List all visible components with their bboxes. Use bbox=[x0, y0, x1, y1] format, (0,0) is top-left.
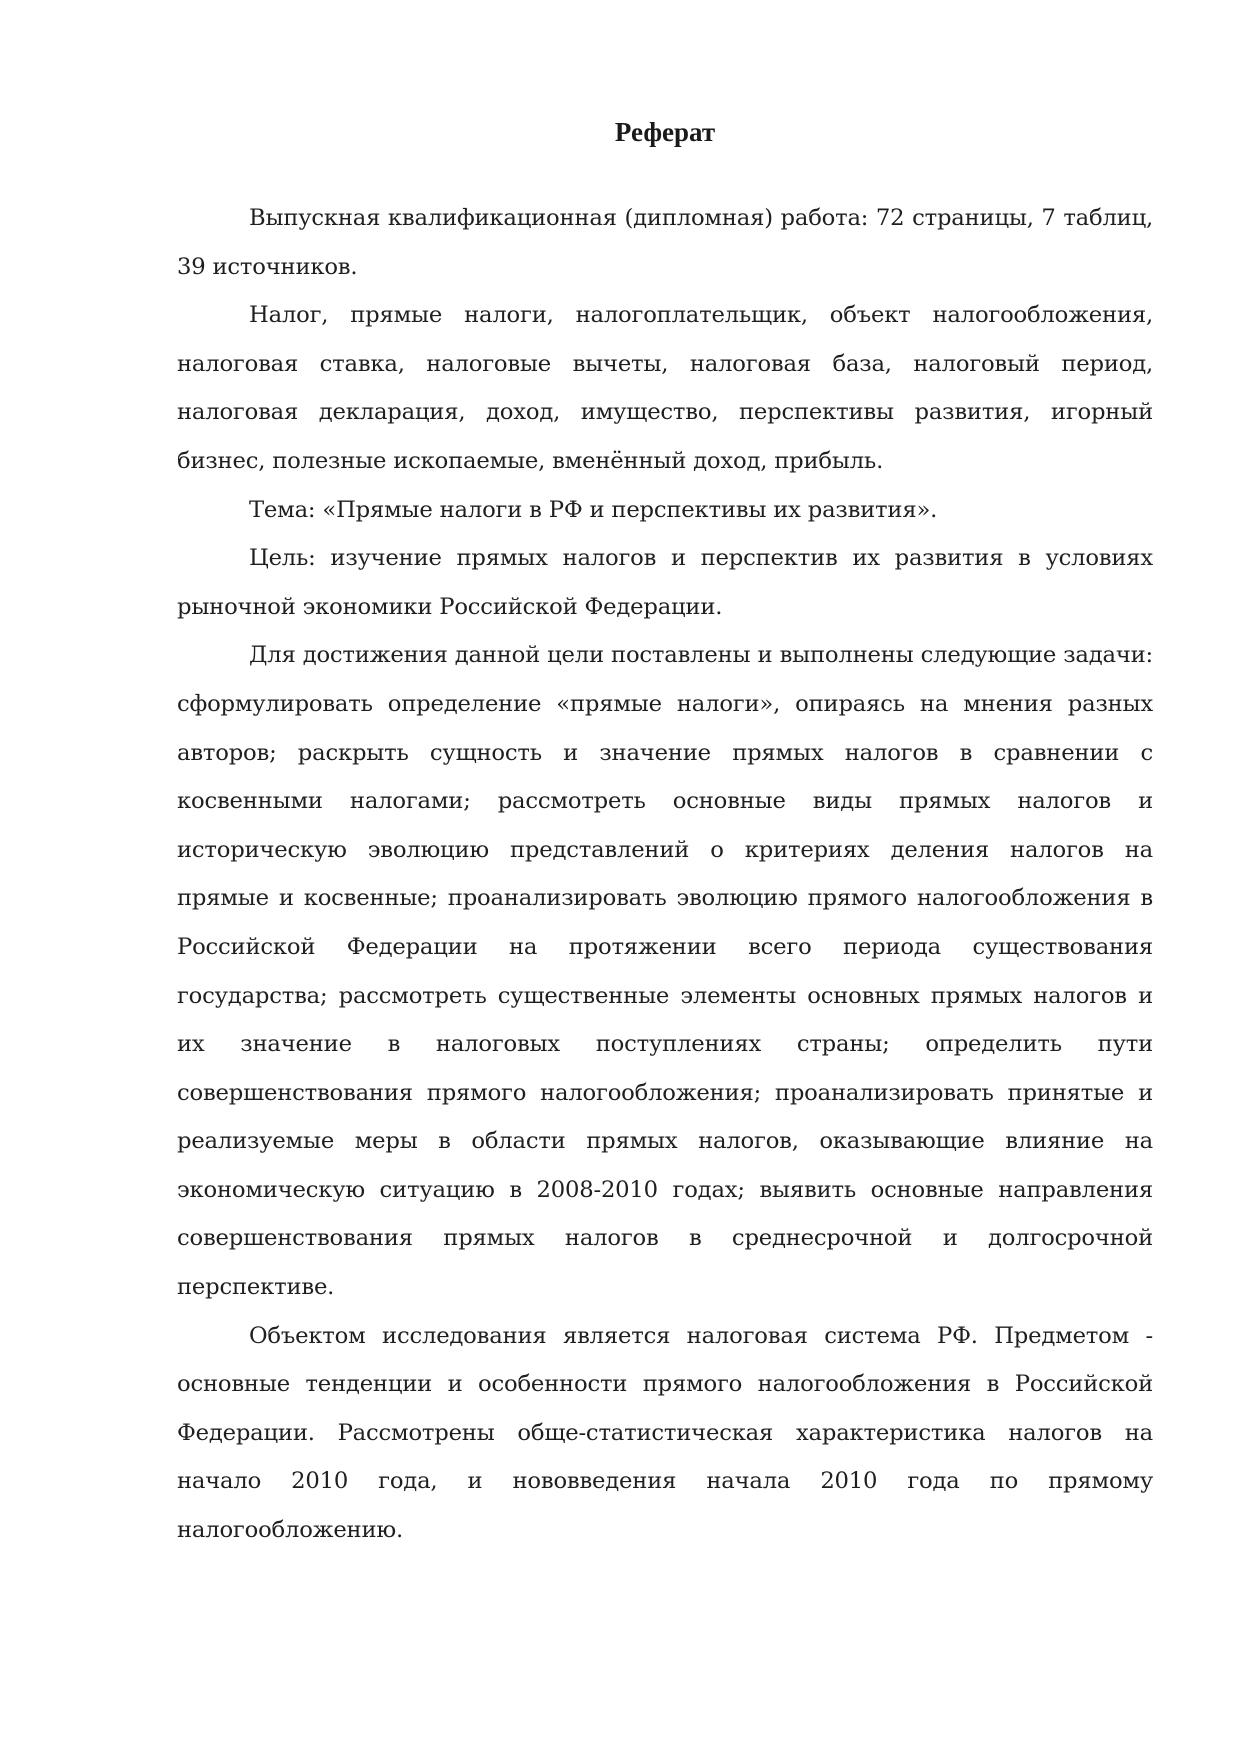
paragraph-object: Объектом исследования является налоговая система РФ. Предметом - основные тенденции и особенности прямого налогообложения в Российской Федерации. Рассмотрены обще-статистическая характеристика налогов на начало 2010 года, и нововведения начала 2010 года по прямому налогообложению. bbox=[177, 1322, 1153, 1544]
paragraph-goal: Цель: изучение прямых налогов и перспектив их развития в условиях рыночной экономики Российской Федерации. bbox=[177, 545, 1153, 620]
document-body bbox=[177, 194, 1153, 1555]
paragraph-topic: Тема: «Прямые налоги в РФ и перспективы их развития». bbox=[249, 496, 938, 523]
document-title: Реферат bbox=[614, 117, 716, 147]
paragraph-tasks: Для достижения данной цели поставлены и выполнены следующие задачи: сформулировать определение «прямые налоги», опираясь на мнения разных авторов; раскрыть сущность и значение прямых налогов в сравнении с косвенными налогами; рассмотреть основные виды прямых налогов и историческую эволюцию представлений о критериях деления налогов на прямые и косвенные; проанализировать эволюцию прямого налогообложения в Российской Федерации на протяжении всего периода существования государства; рассмотреть существенные элементы основных прямых налогов и их значение в налоговых поступлениях страны; определить пути совершенствования прямого налогообложения; проанализировать принятые и реализуемые меры в области прямых налогов, оказывающие влияние на экономическую ситуацию в 2008-2010 годах; выявить основные направления совершенствования прямых налогов в среднесрочной и долгосрочной перспективе. bbox=[177, 642, 1153, 1301]
paragraph-keywords: Налог, прямые налоги, налогоплательщик, объект налогообложения, налоговая ставка, налоговые вычеты, налоговая база, налоговый период, налоговая декларация, доход, имущество, перспективы развития, игорный бизнес, полезные ископаемые, вменённый доход, прибыль. bbox=[177, 302, 1153, 474]
paragraph-thesis-info: Выпускная квалификационная (дипломная) работа: 72 страницы, 7 таблиц, 39 источников. bbox=[177, 205, 1153, 280]
